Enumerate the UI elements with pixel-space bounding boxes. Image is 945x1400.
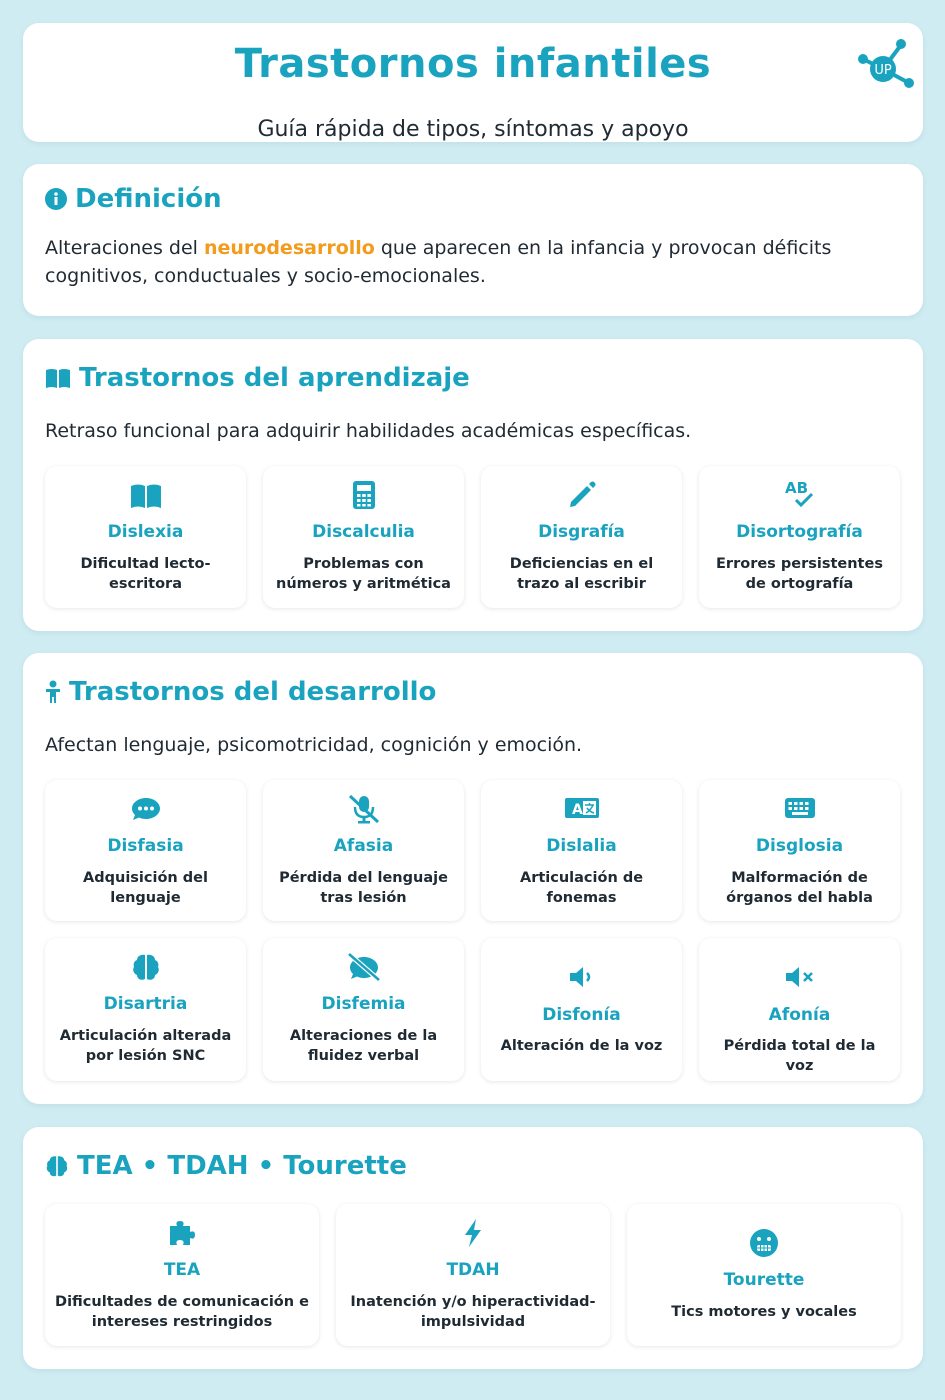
tile-dislexia: Dislexia Dificultad lecto-escritora	[45, 466, 246, 608]
tile-disglosia: Disglosia Malformación de órganos del habla	[699, 780, 900, 921]
spell-check-icon	[782, 478, 818, 510]
definition-card	[23, 164, 923, 316]
tile-disgrafia: Disgrafía Deficiencias en el trazo al escribir	[481, 466, 682, 608]
learning-description: Retraso funcional para adquirir habilidades académicas específicas.	[45, 420, 692, 442]
definition-title: Definición	[75, 184, 222, 214]
tile-tourette: Tourette Tics motores y vocales	[627, 1204, 901, 1346]
comment-slash-icon	[346, 952, 382, 982]
tile-tea: TEA Dificultades de comunicación e intereses restringidos	[45, 1204, 319, 1346]
logo-text: UP	[874, 63, 892, 78]
development-description: Afectan lenguaje, psicomotricidad, cognición y emoción.	[45, 734, 583, 756]
development-heading	[45, 677, 436, 707]
svg-text:A: A	[571, 802, 583, 818]
pencil-icon	[567, 480, 597, 510]
tile-discalculia: Discalculia Problemas con números y aritmética	[263, 466, 464, 608]
definition-heading	[45, 184, 222, 214]
brain-icon	[131, 952, 161, 982]
bolt-icon	[462, 1218, 484, 1248]
tile-disortografia: AB Disortografía Errores persistentes de ortografía	[699, 466, 900, 608]
keyboard-icon	[784, 796, 816, 820]
child-icon	[45, 680, 61, 704]
page-subtitle: Guía rápida de tipos, síntomas y apoyo	[257, 117, 689, 142]
highlight-term: neurodesarrollo	[203, 237, 375, 259]
tile-afasia: Afasia Pérdida del lenguaje tras lesión	[263, 780, 464, 921]
tea-heading	[45, 1151, 407, 1181]
page-title: Trastornos infantiles	[234, 41, 712, 87]
tile-disfemia: Disfemia Alteraciones de la fluidez verbal	[263, 938, 464, 1081]
svg-text:AB: AB	[784, 479, 808, 497]
tea-tdah-tourette-card	[23, 1127, 923, 1369]
info-circle-icon	[45, 188, 67, 210]
comment-dots-icon	[131, 796, 161, 822]
language-icon	[564, 796, 600, 820]
tea-title: TEA • TDAH • Tourette	[77, 1151, 407, 1181]
tile-afonia: Afonía Pérdida total de la voz	[699, 938, 900, 1081]
development-title: Trastornos del desarrollo	[69, 677, 437, 707]
grimace-face-icon	[749, 1228, 779, 1258]
calculator-icon	[352, 480, 376, 510]
learning-title: Trastornos del aprendizaje	[79, 363, 470, 393]
puzzle-icon	[167, 1218, 197, 1248]
brain-icon	[45, 1154, 69, 1178]
book-open-icon	[129, 482, 163, 510]
tile-disfasia: Disfasia Adquisición del lenguaje	[45, 780, 246, 921]
tile-disartria: Disartria Articulación alterada por lesión SNC	[45, 938, 246, 1081]
tile-dislalia: A Dislalia Articulación de fonemas	[481, 780, 682, 921]
header-card	[23, 23, 923, 142]
tile-disfonia: Disfonía Alteración de la voz	[481, 938, 682, 1081]
microphone-slash-icon	[346, 794, 382, 824]
logo-icon	[855, 31, 917, 93]
learning-disorders-card	[23, 339, 923, 631]
volume-low-icon	[567, 964, 597, 990]
definition-text: Alteraciones del neurodesarrollo que aparecen en la infancia y provocan déficits cognitivos, conductuales y socio-emocionales.	[45, 237, 832, 287]
learning-heading	[45, 363, 470, 393]
volume-xmark-icon	[783, 964, 817, 990]
tile-tdah: TDAH Inatención y/o hiperactividad-impulsividad	[336, 1204, 610, 1346]
book-icon	[45, 367, 71, 389]
development-disorders-card	[23, 653, 923, 1104]
